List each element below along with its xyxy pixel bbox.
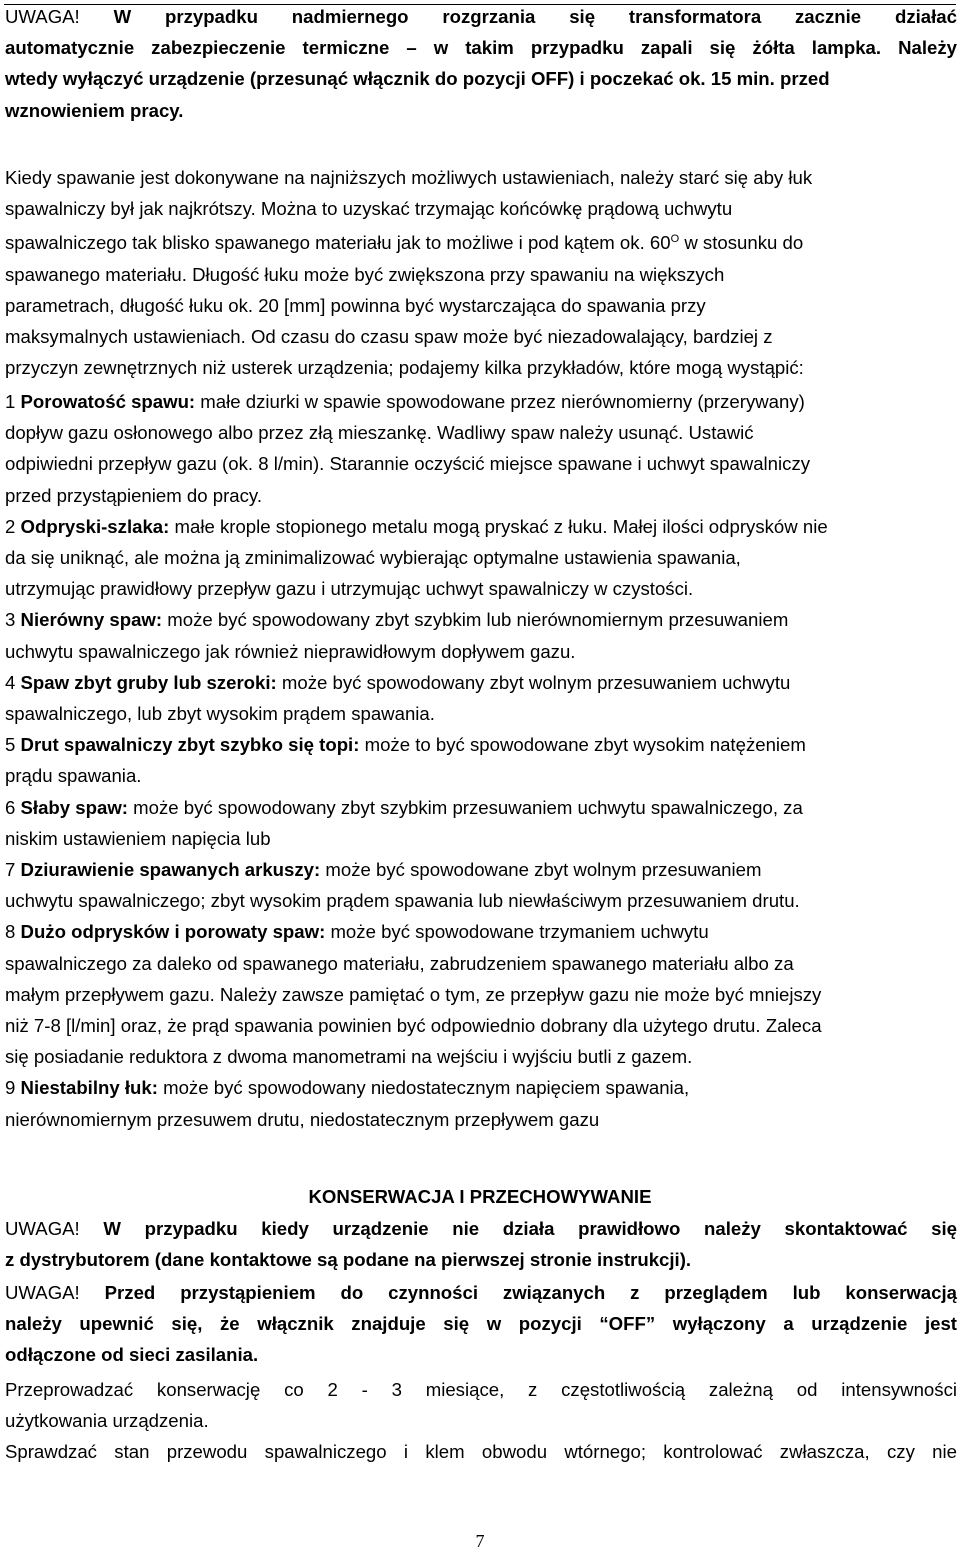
issue-item: 3 Nierówny spaw: może być spowodowany zbyt szybkim lub nierównomiernym przesuwaniem uchwytu spawalniczego jak również nieprawidłowym dopływem gazu. [5,609,789,662]
section-heading: KONSERWACJA I PRZECHOWYWANIE [308,1186,652,1207]
arc-line-3: spawalniczego tak blisko spawanego materiału jak to możliwe i pod kątem ok. $60^O$ w stosunku do [5,232,804,254]
issue-item: 1 Porowatość spawu: małe dziurki w spawie spowodowane przez nierównomierny (przerywany) dopływ gazu osłonowego albo przez złą mieszankę. Wadliwy spaw należy usunąć. Ustawić odpiwiedni przepływ gazu (ok. 8 l/min). Starannie oczyścić miejsce spawane i uchwyt spawalniczy przed przystąpieniem do pracy. [5,391,811,506]
overheat-warning-line-2: automatycznie zabezpieczenie termiczne – w takim przypadku zapali się żółta lampka. Należy [5,37,957,59]
overheat-warning-line-4: wznowieniem pracy. [5,99,184,121]
overheat-warning [5,1,957,126]
maintenance-warning: UWAGA! Przed przystąpieniem do czynności związanych z przeglądem lub konserwacją należy upewnić się, że włącznik znajduje się w pozycji “OFF” wyłączony a urządzenie jest odłączone od sieci zasilania. [5,1282,957,1366]
arc-length-paragraph [5,162,957,383]
arc-line-7: przyczyn zewnętrznych niż usterek urządzenia; podajemy kilka przykładów, które mogą wystąpić: [5,357,804,379]
issue-item: 9 Niestabilny łuk: może być spowodowany niedostatecznym napięciem spawania, nierównomiernym przesuwem drutu, niedostatecznym przepływem gazu [5,1077,690,1130]
issue-item: 2 Odpryski-szlaka: małe krople stopionego metalu mogą pryskać z łuku. Małej ilości odprysków nie da się uniknąć, ale można ją zminimalizować wybierając optymalne ustawienia spawania, utrzymując prawidłowy przepływ gazu i utrzymując uchwyt spawalniczy w czystości. [5,515,828,600]
arc-line-1: Kiedy spawanie jest dokonywane na najniższych możliwych ustawieniach, należy starć się aby łuk [5,167,813,188]
issue-item: 7 Dziurawienie spawanych arkuszy: może być spowodowane zbyt wolnym przesuwaniem uchwytu spawalniczego; zbyt wysokim prądem spawania lub niewłaściwym przesuwaniem drutu. [5,859,800,912]
issue-item: 8 Dużo odprysków i porowaty spaw: może być spowodowane trzymaniem uchwytu spawalniczego za daleko od spawanego materiału, zabrudzeniem spawanego materiału albo za małym przepływem gazu. Należy zawsze pamiętać o tym, ze przepływ gazu nie może być mniejszy niż 7-8 [l/min] oraz, że prąd spawania powinien być odpowiednio dobrany dla użytego drutu. Zaleca się posiadanie reduktora z dwoma manometrami na wejściu i wyjściu butli z gazem. [5,921,822,1068]
arc-line-2: spawalniczy był jak najkrótszy. Można to uzyskać trzymając końcówkę prądową uchwytu [5,198,733,220]
weld-issues-list [5,386,957,1135]
maintenance-paragraph: Przeprowadzać konserwację co 2 - 3 miesiące, z częstotliwością zależną od intensywności użytkowania urządzenia. Sprawdzać stan przewodu spawalniczego i klem obwodu wtórnego; kontrolować zwłaszcza, czy nie [5,1379,957,1463]
degree-mark: O [670,233,680,246]
overheat-warning-line-1: UWAGA! W przypadku nadmiernego rozgrzania się transformatora zacznie działać [5,6,957,27]
arc-line-4: spawanego materiału. Długość łuku może być zwiększona przy spawaniu na większych [5,263,725,285]
overheat-warning-line-3: wtedy wyłączyć urządzenie (przesunąć włącznik do pozycji OFF) i poczekać ok. 15 min. przed [5,68,830,90]
issue-item: 4 Spaw zbyt gruby lub szeroki: może być spowodowany zbyt wolnym przesuwaniem uchwytu spawalniczego, lub zbyt wysokim prądem spawania. [5,671,791,725]
distributor-warning: UWAGA! W przypadku kiedy urządzenie nie działa prawidłowo należy skontaktować się z dystrybutorem (dane kontaktowe są podane na pierwszej stronie instrukcji). [5,1218,958,1271]
arc-line-6: maksymalnych ustawieniach. Od czasu do czasu spaw może być niezadowalający, bardziej z [5,326,773,348]
issue-item: 5 Drut spawalniczy zbyt szybko się topi: może to być spowodowane zbyt wysokim natężeniem prądu spawania. [5,734,806,787]
page-number: 7 [475,1531,485,1551]
issue-item: 6 Słaby spaw: może być spowodowany zbyt szybkim przesuwaniem uchwytu spawalniczego, za niskim ustawieniem napięcia lub [5,796,803,849]
arc-line-5: parametrach, długość łuku ok. 20 [mm] powinna być wystarczająca do spawania przy [5,294,706,316]
